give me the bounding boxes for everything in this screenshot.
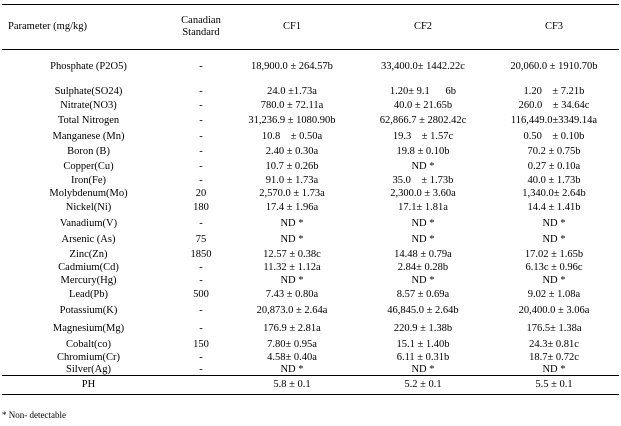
table-row xyxy=(2,214,619,233)
table-row xyxy=(2,302,619,319)
cell-standard: - xyxy=(199,86,203,97)
cell-cf1: 4.58± 0.40a xyxy=(267,351,317,363)
cell-cf2: 220.9 ± 1.38b xyxy=(393,322,453,334)
cell-param: Iron(Fe) xyxy=(71,174,106,186)
cell-cf3: 9.02 ± 1.08a xyxy=(527,288,581,300)
cell-cf1: ND * xyxy=(280,234,304,245)
cell-cf1: 12.57 ± 0.38c xyxy=(263,248,321,260)
cell-cf1: 31,236.9 ± 1080.90b xyxy=(248,114,336,126)
cell-standard: - xyxy=(199,274,203,286)
cell-cf1: 176.9 ± 2.81a xyxy=(263,322,321,334)
cell-cf3: 24.3± 0.81c xyxy=(529,338,579,350)
table-row xyxy=(2,112,619,129)
cell-cf3: 70.2 ± 0.75b xyxy=(527,146,581,157)
cell-standard: - xyxy=(199,363,203,375)
cell-standard xyxy=(175,375,227,394)
cell-cf2: 15.1 ± 1.40b xyxy=(396,338,450,350)
table-row xyxy=(2,50,619,84)
cell-cf1: 5.8 ± 0.1 xyxy=(273,379,311,390)
cell-param: Mercury(Hg) xyxy=(60,274,117,286)
cell-param: Lead(Pb) xyxy=(68,288,109,300)
cell-standard: - xyxy=(199,114,203,126)
cell-standard: - xyxy=(199,322,203,334)
cell-cf3: 1.20 ± 7.21b xyxy=(523,86,585,97)
cell-standard: 180 xyxy=(193,201,209,213)
cell-cf1: 20,873.0 ± 2.64a xyxy=(256,304,328,316)
cell-cf3: 18.7± 0.72c xyxy=(529,351,579,363)
cell-param: Potassium(K) xyxy=(59,304,118,316)
cell-standard: - xyxy=(199,174,203,186)
cell-cf3: ND * xyxy=(542,217,566,229)
cell-cf2: ND * xyxy=(411,363,435,375)
cell-cf3: 20,060.0 ± 1910.70b xyxy=(510,61,598,73)
table-row xyxy=(2,100,619,112)
cell-standard: - xyxy=(199,61,203,73)
cell-param: Vanadium(V) xyxy=(59,217,118,229)
cell-cf2: 46,845.0 ± 2.64b xyxy=(387,304,459,316)
cell-cf2: 19.8 ± 0.10b xyxy=(396,146,450,157)
ph-row xyxy=(2,375,619,394)
cell-standard: 150 xyxy=(193,338,209,350)
table-row xyxy=(2,287,619,302)
cell-cf2: 19.3 ± 1.57c xyxy=(392,130,454,142)
cell-standard: 75 xyxy=(195,234,207,245)
cell-cf2: 2,300.0 ± 3.60a xyxy=(390,188,456,199)
cell-param: Boron (B) xyxy=(67,146,110,157)
table-row xyxy=(2,144,619,160)
cell-cf2: 5.2 ± 0.1 xyxy=(404,379,442,390)
cell-standard: - xyxy=(199,262,203,273)
table-row xyxy=(2,262,619,274)
header-canadian-standard: Canadian Standard xyxy=(181,15,221,38)
cell-cf2: ND * xyxy=(411,274,435,286)
cell-cf3: 20,400.0 ± 3.06a xyxy=(518,304,590,316)
cell-cf3: 6.13c ± 0.96c xyxy=(525,262,583,273)
cell-param: Magnesium(Mg) xyxy=(52,322,125,334)
cell-cf1: 7.43 ± 0.80a xyxy=(265,288,319,300)
cell-param: Zinc(Zn) xyxy=(69,248,108,260)
table-row xyxy=(2,364,619,376)
cell-param: Silver(Ag) xyxy=(66,363,111,375)
cell-cf2: 2.84± 0.28b xyxy=(397,262,449,273)
header-cf1: CF1 xyxy=(282,21,302,32)
cell-param: Sulphate(SO24) xyxy=(54,86,123,97)
cell-standard: 500 xyxy=(193,288,209,300)
data-table-container xyxy=(2,4,619,395)
cell-cf1: 780.0 ± 72.11a xyxy=(260,100,324,111)
table-row xyxy=(2,233,619,247)
cell-cf3: 1,340.0± 2.64b xyxy=(522,188,586,199)
cell-standard: - xyxy=(199,351,203,363)
cell-param: Nickel(Ni) xyxy=(65,201,112,213)
cell-cf1: 24.0 ±1.73a xyxy=(267,86,317,97)
cell-cf1: 2,570.0 ± 1.73a xyxy=(259,188,325,199)
cell-standard: - xyxy=(199,130,203,142)
table-row xyxy=(2,201,619,214)
table-row xyxy=(2,338,619,351)
cell-standard: - xyxy=(199,304,203,316)
cell-cf1: 17.4 ± 1.96a xyxy=(265,201,319,213)
cell-param: Manganese (Mn) xyxy=(52,130,125,142)
cell-cf3: 5.5 ± 0.1 xyxy=(535,379,573,390)
cell-cf2: 62,866.7 ± 2802.42c xyxy=(379,114,467,126)
cell-cf1: 2.40 ± 0.30a xyxy=(265,146,319,157)
table-row xyxy=(2,84,619,100)
cell-cf3: 176.5± 1.38a xyxy=(526,322,582,334)
cell-param: PH xyxy=(81,379,96,390)
cell-cf2: 6.11 ± 0.31b xyxy=(396,351,450,363)
cell-cf3: ND * xyxy=(542,363,566,375)
header-parameter: Parameter (mg/kg) xyxy=(8,21,88,32)
table-row xyxy=(2,129,619,144)
cell-cf3: 40.0 ± 1.73b xyxy=(527,174,581,186)
cell-standard: 1850 xyxy=(190,248,212,260)
cell-cf2: 17.1± 1.81a xyxy=(398,201,448,213)
cell-cf3: 0.27 ± 0.10a xyxy=(527,161,581,172)
cell-standard: 20 xyxy=(195,188,207,199)
table-row xyxy=(2,247,619,262)
cell-param: Nitrate(NO3) xyxy=(60,100,117,111)
cell-cf2: 40.0 ± 21.65b xyxy=(393,100,453,111)
cell-standard: - xyxy=(199,100,203,111)
table-row xyxy=(2,174,619,187)
table-row xyxy=(2,274,619,287)
cell-cf2: 1.20± 9.1 6b xyxy=(389,86,457,97)
table-row xyxy=(2,160,619,174)
cell-param: Chromium(Cr) xyxy=(57,351,120,363)
table-body xyxy=(2,50,619,395)
table-row xyxy=(2,351,619,364)
cell-cf2: 33,400.0± 1442.22c xyxy=(381,61,465,73)
cell-cf2: 35.0 ± 1.73b xyxy=(392,174,454,186)
cell-cf2: ND * xyxy=(411,161,435,172)
cell-cf3: 0.50 ± 0.10b xyxy=(523,130,585,142)
cell-param: Cobalt(co) xyxy=(66,338,111,350)
table-row xyxy=(2,187,619,201)
cell-cf1: ND * xyxy=(280,217,304,229)
footnote: * Non- detectable xyxy=(2,410,66,420)
cell-cf3: 17.02 ± 1.65b xyxy=(524,248,584,260)
cell-cf1: 10.8 ± 0.50a xyxy=(261,130,323,142)
table-header-row xyxy=(2,5,619,50)
cell-cf1: 11.32 ± 1.12a xyxy=(263,262,321,273)
cell-param: Molybdenum(Mo) xyxy=(49,188,128,199)
cell-standard: - xyxy=(199,217,203,229)
header-cf2: CF2 xyxy=(413,21,433,32)
cell-cf3: 260.0 ± 34.64c xyxy=(518,100,590,111)
cell-cf3: ND * xyxy=(542,274,566,286)
cell-cf1: 18,900.0 ± 264.57b xyxy=(251,61,333,73)
cell-cf2: ND * xyxy=(411,217,435,229)
cell-cf2: 14.48 ± 0.79a xyxy=(394,248,452,260)
cell-param: Total Nitrogen xyxy=(57,114,120,126)
cell-param: Cadmium(Cd) xyxy=(58,262,119,273)
cell-cf1: 91.0 ± 1.73a xyxy=(265,174,319,186)
cell-cf1: 10.7 ± 0.26b xyxy=(265,161,319,172)
cell-standard: - xyxy=(199,161,203,172)
cell-param: Arsenic (As) xyxy=(61,234,116,245)
cell-cf3: 14.4 ± 1.41b xyxy=(527,201,581,213)
table-row xyxy=(2,319,619,338)
cell-cf1: 7.80± 0.95a xyxy=(267,338,317,350)
cell-param: Copper(Cu) xyxy=(63,161,114,172)
cell-standard: - xyxy=(199,146,203,157)
cell-cf1: ND * xyxy=(280,363,304,375)
cell-param: Phosphate (P2O5) xyxy=(50,61,127,73)
cell-cf2: ND * xyxy=(411,234,435,245)
header-cf3: CF3 xyxy=(544,21,564,32)
cell-cf3: ND * xyxy=(542,234,566,245)
fertilizer-parameters-table xyxy=(2,4,619,395)
cell-cf3: 116,449.0±3349.14a xyxy=(510,114,598,126)
cell-cf1: ND * xyxy=(280,274,304,286)
cell-cf2: 8.57 ± 0.69a xyxy=(396,288,450,300)
